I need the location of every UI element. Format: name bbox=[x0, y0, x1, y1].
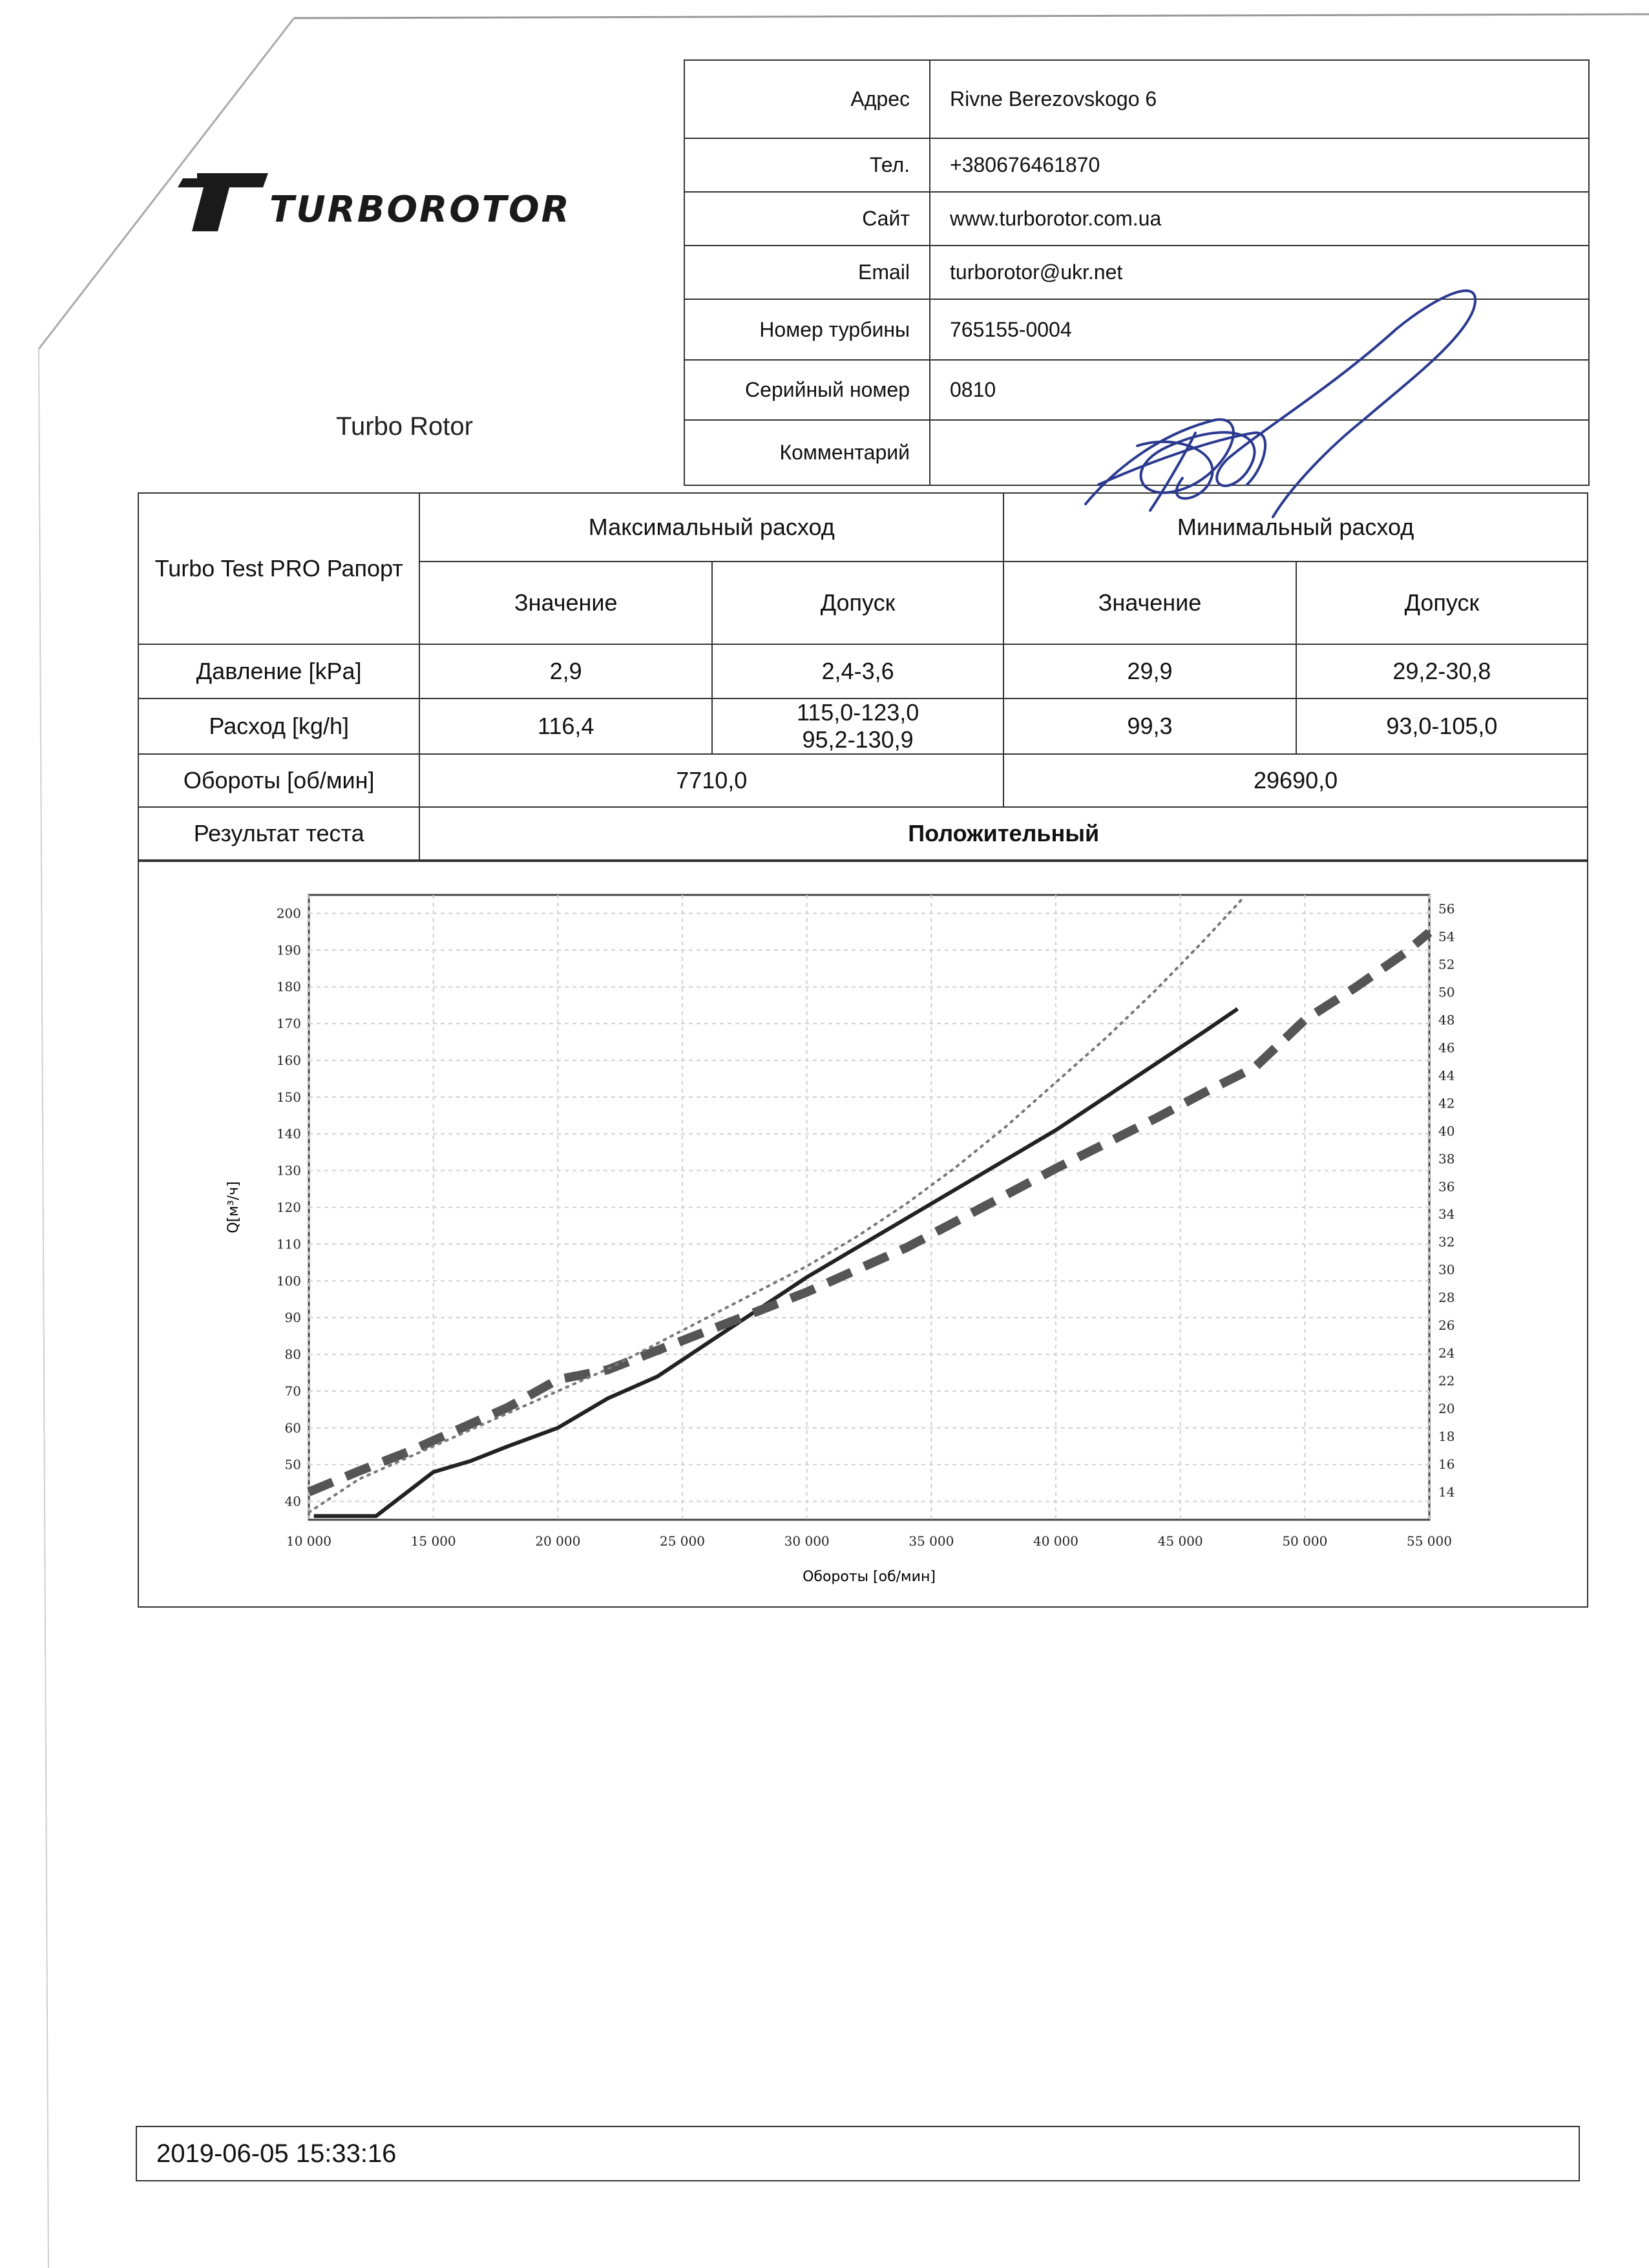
y-tick-label: 80 bbox=[284, 1347, 301, 1363]
info-label: Серийный номер bbox=[684, 360, 930, 420]
max-flow-header: Максимальный расход bbox=[419, 493, 1003, 562]
y-tick-label: 160 bbox=[276, 1052, 301, 1068]
info-row bbox=[684, 60, 1589, 138]
max-tolerance-header: Допуск bbox=[712, 562, 1003, 644]
max-value-header: Значение bbox=[419, 562, 712, 644]
y-tick-label: 60 bbox=[284, 1420, 301, 1436]
x-tick-label: 25 000 bbox=[660, 1533, 705, 1549]
y2-tick-label: 36 bbox=[1438, 1179, 1455, 1195]
y2-tick-label: 52 bbox=[1438, 956, 1455, 972]
y2-tick-label: 32 bbox=[1438, 1234, 1455, 1250]
info-value: Rivne Berezovskogo 6 bbox=[930, 60, 1589, 138]
y2-tick-label: 54 bbox=[1438, 929, 1455, 945]
min-flow-header: Минимальный расход bbox=[1003, 493, 1588, 562]
pressure-max-tolerance: 2,4-3,6 bbox=[712, 644, 1003, 698]
y2-tick-label: 14 bbox=[1438, 1484, 1455, 1500]
y2-tick-label: 44 bbox=[1438, 1067, 1455, 1084]
result-label: Результат теста bbox=[138, 807, 419, 860]
y-tick-label: 170 bbox=[276, 1016, 301, 1032]
min-value-header: Значение bbox=[1003, 562, 1296, 644]
info-label: Email bbox=[684, 246, 930, 299]
report-title: Turbo Test PRO Рапорт bbox=[138, 493, 419, 644]
result-value: Положительный bbox=[419, 807, 1588, 860]
y2-tick-label: 24 bbox=[1438, 1345, 1455, 1361]
y2-tick-label: 50 bbox=[1438, 984, 1455, 1000]
info-label: Тел. bbox=[684, 138, 930, 192]
info-value: 765155-0004 bbox=[930, 299, 1589, 359]
info-value: turborotor@ukr.net bbox=[930, 246, 1589, 299]
company-logo bbox=[178, 173, 578, 238]
info-label: Номер турбины bbox=[684, 299, 930, 359]
y-tick-label: 200 bbox=[276, 905, 301, 921]
x-tick-label: 20 000 bbox=[535, 1533, 581, 1549]
y2-tick-label: 34 bbox=[1438, 1206, 1455, 1223]
flow-label: Расход [kg/h] bbox=[138, 698, 419, 754]
info-row bbox=[684, 192, 1589, 246]
x-tick-label: 50 000 bbox=[1282, 1533, 1328, 1549]
y2-tick-label: 16 bbox=[1438, 1456, 1455, 1473]
result-row bbox=[138, 807, 1588, 860]
company-name: Turbo Rotor bbox=[336, 412, 473, 441]
y2-tick-label: 28 bbox=[1438, 1290, 1455, 1306]
info-value: 0810 bbox=[930, 360, 1589, 420]
flow-max-tolerance bbox=[712, 698, 1003, 754]
footer-timestamp-box bbox=[136, 2126, 1580, 2181]
info-value: +380676461870 bbox=[930, 138, 1589, 192]
y-tick-label: 70 bbox=[284, 1383, 301, 1399]
footer-timestamp: 2019-06-05 15:33:16 bbox=[156, 2139, 397, 2168]
x-tick-label: 35 000 bbox=[909, 1533, 954, 1549]
y2-tick-label: 48 bbox=[1438, 1012, 1455, 1028]
y2-tick-label: 26 bbox=[1438, 1318, 1455, 1334]
flow-row bbox=[138, 698, 1588, 754]
rpm-min-value: 29690,0 bbox=[1003, 754, 1588, 807]
y2-tick-label: 42 bbox=[1438, 1095, 1455, 1111]
info-label: Адрес bbox=[684, 60, 930, 138]
info-row bbox=[684, 138, 1589, 192]
y2-tick-label: 56 bbox=[1438, 901, 1455, 917]
flow-max-value: 116,4 bbox=[419, 698, 712, 754]
x-tick-label: 45 000 bbox=[1157, 1533, 1203, 1549]
chart-frame bbox=[138, 861, 1588, 1608]
y-tick-label: 130 bbox=[276, 1162, 301, 1179]
x-tick-label: 55 000 bbox=[1407, 1533, 1452, 1549]
y-tick-label: 120 bbox=[276, 1199, 301, 1215]
pressure-max-value: 2,9 bbox=[419, 644, 712, 698]
pressure-row bbox=[138, 644, 1588, 698]
rpm-row bbox=[138, 754, 1588, 807]
y-tick-label: 40 bbox=[284, 1493, 301, 1509]
y-tick-label: 180 bbox=[276, 979, 301, 995]
logo-mark-icon bbox=[178, 173, 268, 231]
pressure-min-tolerance: 29,2-30,8 bbox=[1296, 644, 1588, 698]
y-tick-label: 110 bbox=[276, 1236, 301, 1252]
y-tick-label: 190 bbox=[276, 942, 301, 958]
y2-tick-label: 18 bbox=[1438, 1429, 1455, 1445]
info-value: www.turborotor.com.ua bbox=[930, 192, 1589, 246]
y2-tick-label: 38 bbox=[1438, 1151, 1455, 1167]
y-tick-label: 100 bbox=[276, 1273, 301, 1289]
y-tick-label: 50 bbox=[284, 1456, 301, 1473]
min-tolerance-header: Допуск bbox=[1296, 562, 1588, 644]
info-label: Комментарий bbox=[684, 420, 930, 485]
logo-text: TURBOROTOR bbox=[269, 189, 571, 231]
y-tick-label: 140 bbox=[276, 1126, 301, 1142]
x-tick-label: 30 000 bbox=[784, 1533, 830, 1549]
y-tick-label: 90 bbox=[284, 1310, 301, 1326]
rpm-label: Обороты [об/мин] bbox=[138, 754, 419, 807]
flow-max-tolerance-line2: 95,2-130,9 bbox=[802, 726, 914, 753]
info-label: Сайт bbox=[684, 192, 930, 246]
x-tick-label: 15 000 bbox=[410, 1533, 456, 1549]
y2-tick-label: 46 bbox=[1438, 1040, 1455, 1056]
flow-min-value: 99,3 bbox=[1003, 698, 1296, 754]
y-tick-label: 150 bbox=[276, 1089, 301, 1105]
y2-tick-label: 40 bbox=[1438, 1123, 1455, 1139]
x-axis-label: Обороты [об/мин] bbox=[803, 1569, 936, 1585]
x-tick-label: 40 000 bbox=[1033, 1533, 1078, 1549]
y2-tick-label: 22 bbox=[1438, 1373, 1455, 1389]
flow-max-tolerance-line1: 115,0-123,0 bbox=[796, 699, 919, 726]
pressure-min-value: 29,9 bbox=[1003, 644, 1296, 698]
handwritten-signature bbox=[1060, 271, 1512, 556]
pressure-label: Давление [kPa] bbox=[138, 644, 419, 698]
x-tick-label: 10 000 bbox=[286, 1533, 331, 1549]
flow-min-tolerance: 93,0-105,0 bbox=[1296, 698, 1588, 754]
y2-tick-label: 30 bbox=[1438, 1262, 1455, 1278]
y2-tick-label: 20 bbox=[1438, 1401, 1455, 1417]
rpm-max-value: 7710,0 bbox=[419, 754, 1003, 807]
y-axis-label: Q[м³/ч] bbox=[226, 1181, 242, 1234]
